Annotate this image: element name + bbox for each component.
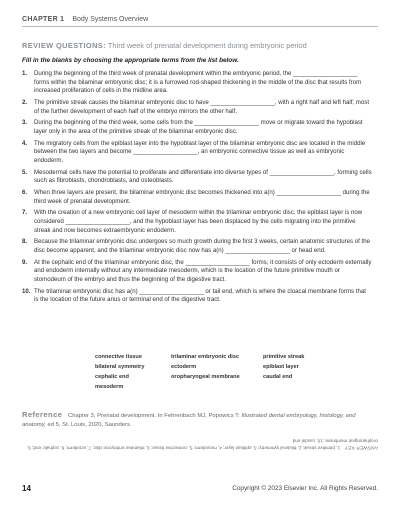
reference-book-title: Illustrated dental embryology, histology, and anatomy, [22,413,356,428]
term-item: epiblast layer [263,364,299,370]
instructions: Fill in the blanks by choosing the appropriate terms from the list below. [22,57,239,64]
term-item: oropharyngeal membrane [171,374,240,380]
question-item [22,70,372,96]
question-item [22,288,372,305]
question-item [22,238,372,255]
reference-text-after: ed 5, St. Louis, 2020, Saunders. [47,421,132,428]
term-item: cephalic end [95,374,129,380]
question-text: At the cephalic end of the trilaminar embryonic disc, the ___________________ forms; it consists of only ectoderm externally and endoderm internally without any intermediate mesoderm, which is the location of the future primitive mouth or stomodeum of the embryo and thus the beginning of the digestive tract. [34,258,372,283]
question-number: 3. [22,119,28,127]
question-list [22,70,372,308]
question-text: The primitive streak causes the bilaminar embryonic disc to have ___________________, with a right half and left half; most of the further development of each half of the embryo mirrors the other half. [34,98,370,115]
question-item [22,169,372,186]
question-text: With the creation of a new embryonic cell layer of mesoderm within the trilaminar embryonic disc, the epiblast layer is now considered ___________________, and the hypoblast layer has been displaced by the cells migrating into the primitive streak and now becomes extraembryonic endoderm. [34,209,363,234]
term-item: ectoderm [171,364,197,370]
question-number: 8. [22,238,28,246]
question-text: When three layers are present, the bilaminar embryonic disc becomes thickened into a(n) ___________________ during the third week of prenatal development. [34,189,370,205]
reference [22,411,378,429]
question-item [22,189,372,206]
question-item [22,259,372,285]
question-text: During the beginning of the third week of prenatal development within the embryonic period, the ___________________ forms within the bilaminar embryonic disc; it is a furrowed rod-shaped thickening in the middle of the disc that results from increased proliferation of cells in the midline area. [34,70,362,95]
answer-key-text: 1, primitive streak; 2, bilateral symmetry; 3, epiblast layer; 4, mesoderm; 5, connective tissue; 6, trilaminar embryonic disc; 7, ectoderm; 8, cephalic end; 9, oropharyngeal membrane; 10, caudal end [27,438,378,451]
question-text: The trilaminar embryonic disc has a(n) ___________________ or tail end, which is where the cloacal membrane forms that is the location of the future anus or terminal end of the digestive tract. [34,287,366,304]
question-item [22,119,372,136]
question-text: The migratory cells from the epiblast layer into the hypoblast layer of the bilaminar embryonic disc are located in the middle between the two layers and become ___________________, an embryonic connective tissue as well as embryonic endoderm. [34,139,366,164]
review-label: REVIEW QUESTIONS: [22,41,106,50]
term-item: caudal end [263,374,293,380]
question-item [22,209,372,235]
question-number: 9. [22,258,28,266]
term-list [95,353,325,392]
answer-key [22,437,378,451]
chapter-label: CHAPTER 1 [22,16,65,23]
page-footer [22,484,378,496]
term-item: connective tissue [95,354,142,360]
term-item: primitive streak [263,354,305,360]
question-number: 7. [22,209,28,217]
reference-label: Reference [22,410,63,419]
term-item: mesoderm [95,384,124,390]
answer-key-label: ANSWER KEY [344,445,378,451]
question-item [22,99,372,116]
review-heading [22,41,378,50]
question-text: During the beginning of the third week, some cells from the ___________________ move or migrate toward the hypoblast layer only in the area of the primitive streak of the bilaminar embryonic disc. [34,119,363,135]
question-item [22,140,372,166]
question-number: 4. [22,139,28,147]
question-number: 5. [22,168,28,176]
page-number: 14 [22,484,31,493]
question-number: 1. [22,70,28,77]
reference-text-before: Chapter 3, Prenatal development. In Fehrenbach MJ, Popowics T: [67,413,240,419]
chapter-title: Body Systems Overview [72,16,149,23]
question-number: 10. [22,287,31,295]
copyright: Copyright © 2023 Elsevier Inc. All Rights Reserved. [232,485,378,492]
review-title: Third week of prenatal development during embryonic period [107,41,307,50]
question-number: 6. [22,189,28,197]
question-text: Because the trilaminar embryonic disc undergoes so much growth during the first 3 weeks, certain anatomic structures of the disc become apparent, and the trilaminar embryonic disc now has a(n) ___________________ or head end. [34,238,370,254]
page-header [22,16,378,27]
question-text: Mesodermal cells have the potential to proliferate and differentiate into diverse types of ___________________, forming cells such as fibroblasts, chondroblasts, and osteoblasts. [34,168,372,185]
term-item: trilaminar embryonic disc [171,354,240,360]
question-number: 2. [22,98,28,106]
term-item: bilateral symmetry [95,364,145,370]
